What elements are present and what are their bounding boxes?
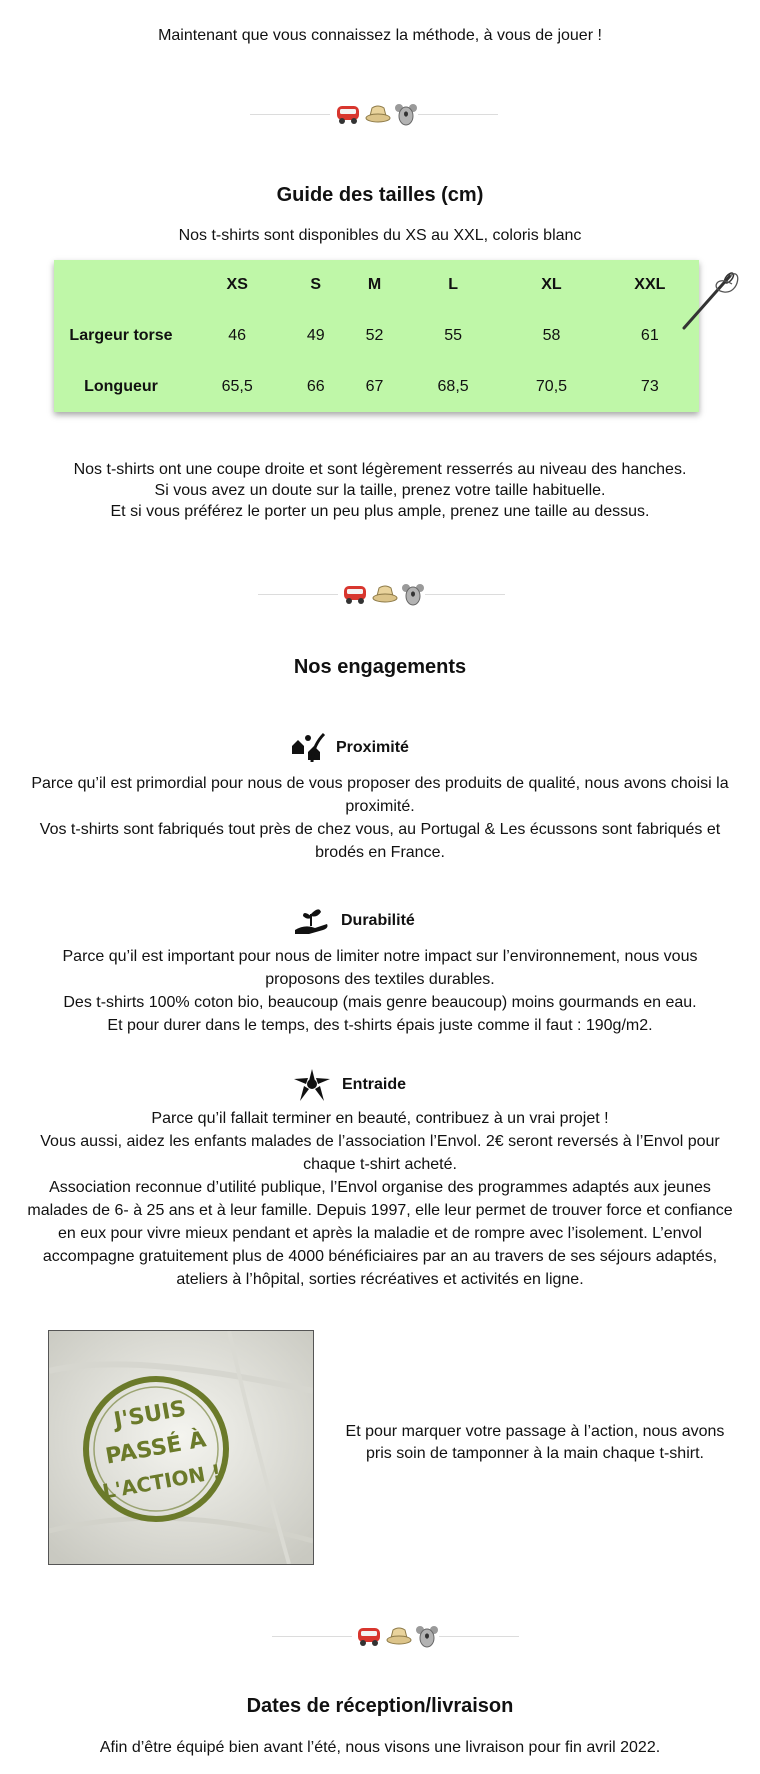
- table-cell: 52: [365, 326, 384, 344]
- stamp-line: L'ACTION !: [100, 1459, 223, 1504]
- engagement-title: Durabilité: [341, 912, 415, 929]
- table-cell: 58: [542, 326, 561, 344]
- van-icon: [335, 103, 361, 125]
- fit-line: Si vous avez un doute sur la taille, prenez votre taille habituelle.: [154, 482, 606, 499]
- engagement-line: malades de 6- à 25 ans et à leur famille. Depuis 1997, elle leur permet de trouver force et confiance: [27, 1202, 733, 1219]
- houses-road-icon: [290, 732, 326, 764]
- table-cell: 65,5: [221, 377, 253, 395]
- stamp-caption: pris soin de tamponner à la main chaque t-shirt.: [366, 1445, 704, 1462]
- section-divider: [0, 1622, 760, 1650]
- engagement-line: Association reconnue d’utilité publique, l’Envol organise des programmes adaptés aux jeunes: [49, 1179, 711, 1196]
- table-cell: 46: [228, 326, 247, 344]
- size-guide-title: Guide des tailles (cm): [276, 184, 484, 206]
- bucket-hat-icon: [365, 103, 391, 125]
- section-divider: [0, 580, 760, 608]
- stamp-photo: [48, 1330, 314, 1565]
- engagement-heading: [290, 732, 409, 764]
- size-header: M: [367, 276, 382, 294]
- size-guide-subtitle: Nos t-shirts sont disponibles du XS au XXL, coloris blanc: [178, 227, 582, 244]
- engagement-line: Parce qu’il est primordial pour nous de vous proposer des produits de qualité, nous avons choisi la: [31, 775, 729, 792]
- koala-icon: [402, 582, 424, 606]
- size-table-box: [54, 260, 699, 412]
- row-label: Largeur torse: [69, 326, 173, 344]
- delivery-text: Afin d’être équipé bien avant l’été, nous visons une livraison pour fin avril 2022.: [99, 1739, 661, 1756]
- van-icon: [356, 1625, 382, 1647]
- table-cell: 55: [444, 326, 462, 344]
- table-cell: 68,5: [437, 377, 469, 395]
- hands-circle-icon: [292, 1067, 332, 1103]
- stamp-caption: Et pour marquer votre passage à l’action, nous avons: [345, 1423, 725, 1440]
- table-cell: 49: [306, 326, 325, 344]
- engagements-title: Nos engagements: [293, 656, 467, 678]
- engagement-title: Entraide: [342, 1076, 407, 1093]
- table-row: [54, 361, 699, 412]
- table-row: [54, 311, 699, 362]
- table-cell: 67: [365, 377, 384, 395]
- table-cell: 73: [640, 377, 659, 395]
- bucket-hat-icon: [386, 1625, 412, 1647]
- engagement-line: Vous aussi, aidez les enfants malades de l’association l’Envol. 2€ seront reversés à l’Envol pour: [40, 1133, 720, 1150]
- intro-text: Maintenant que vous connaissez la méthode, à vous de jouer !: [158, 27, 602, 44]
- engagement-line: Des t-shirts 100% coton bio, beaucoup (mais genre beaucoup) moins gourmands en eau.: [63, 994, 697, 1011]
- stamp-line: J'SUIS: [112, 1396, 188, 1434]
- engagement-line: en eux pour vivre mieux pendant et après la maladie et de rompre avec l’isolement. L’envol: [58, 1225, 702, 1242]
- table-cell: 61: [640, 326, 659, 344]
- engagement-line: Parce qu’il est important pour nous de limiter notre impact sur l’environnement, nous vous: [62, 948, 698, 965]
- engagement-heading: [292, 1067, 406, 1103]
- engagement-line: Et pour durer dans le temps, des t-shirts épais juste comme il faut : 190g/m2.: [107, 1017, 653, 1034]
- koala-icon: [416, 1624, 438, 1648]
- fit-line: Nos t-shirts ont une coupe droite et sont légèrement resserrés au niveau des hanches.: [73, 461, 687, 478]
- stamp-line: PASSÉ À: [103, 1427, 209, 1470]
- size-header: XXL: [634, 276, 666, 294]
- size-header-row: [54, 260, 699, 311]
- stamp-illustration: [49, 1331, 313, 1564]
- table-cell: 70,5: [535, 377, 568, 395]
- engagement-line: ateliers à l’hôpital, sorties récréatives et activités en ligne.: [176, 1271, 584, 1288]
- engagement-line: proximité.: [345, 798, 415, 815]
- engagement-line: brodés en France.: [315, 844, 445, 861]
- table-cell: 66: [306, 377, 325, 395]
- van-icon: [342, 583, 368, 605]
- hand-plant-icon: [293, 906, 331, 936]
- delivery-title: Dates de réception/livraison: [246, 1695, 514, 1717]
- row-label: Longueur: [84, 377, 158, 395]
- engagement-line: Parce qu’il fallait terminer en beauté, contribuez à un vrai projet !: [151, 1110, 609, 1127]
- engagement-line: accompagne gratuitement plus de 4000 bénéficiaires par an au travers de ses séjours adaptés,: [42, 1248, 718, 1265]
- engagement-line: Vos t-shirts sont fabriqués tout près de chez vous, au Portugal & Les écussons sont fabriqués et: [39, 821, 721, 838]
- bucket-hat-icon: [372, 583, 398, 605]
- koala-icon: [395, 102, 417, 126]
- size-header: XL: [541, 276, 562, 294]
- size-header: L: [448, 276, 458, 294]
- engagement-line: proposons des textiles durables.: [265, 971, 495, 988]
- engagement-line: chaque t-shirt acheté.: [303, 1156, 457, 1173]
- engagement-heading: [293, 906, 415, 936]
- size-table: [54, 260, 699, 412]
- engagement-title: Proximité: [336, 739, 409, 756]
- size-header: XS: [226, 276, 248, 294]
- size-header: S: [310, 276, 322, 294]
- fit-line: Et si vous préférez le porter un peu plus ample, prenez une taille au dessus.: [110, 503, 650, 520]
- needle-thread-icon: [680, 264, 742, 334]
- section-divider: [0, 100, 760, 128]
